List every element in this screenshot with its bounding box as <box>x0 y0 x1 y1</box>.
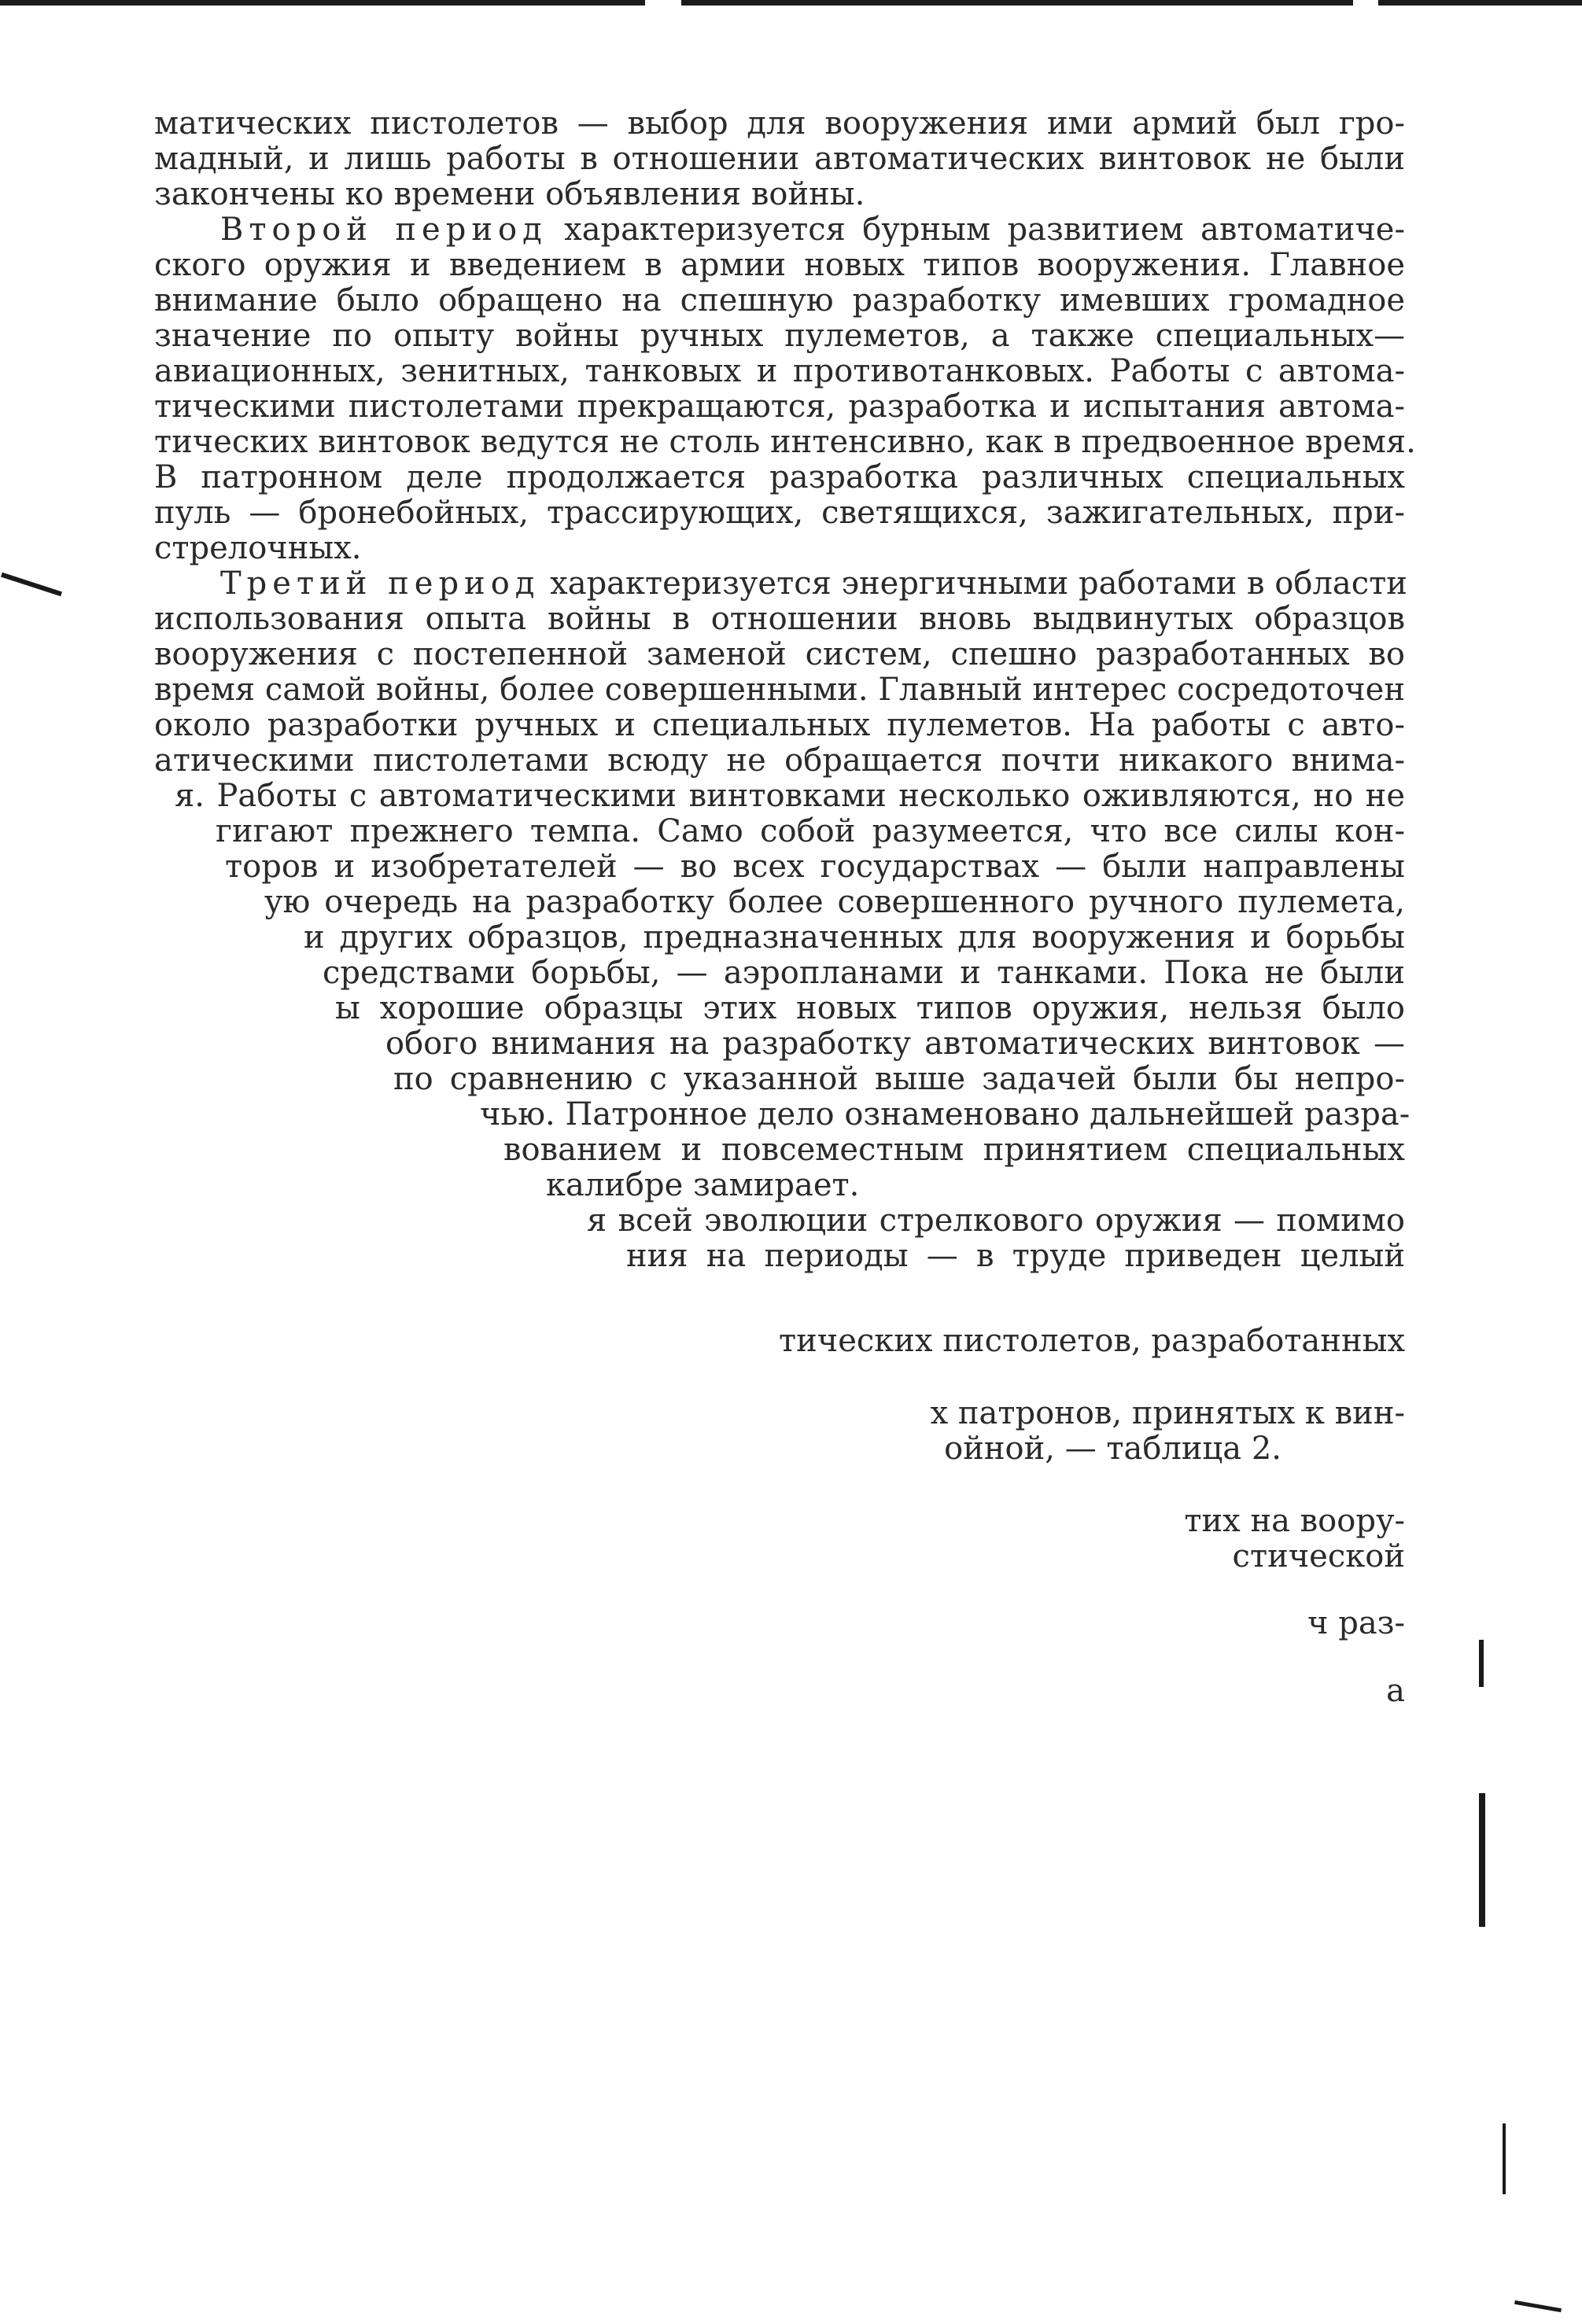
text-line: тических винтовок ведутся не столь интенсивно, как в предвоенное время. <box>154 424 1416 460</box>
scan-speck <box>1479 1640 1484 1687</box>
text-line: закончены ко времени объявления войны. <box>154 176 865 212</box>
text-line: ния на периоды — в труде приведен целый <box>626 1238 1405 1274</box>
text-line: ы хорошие образцы этих новых типов оружия, нельзя было <box>335 990 1405 1026</box>
text-line: ойной, — таблица 2. <box>944 1431 1281 1467</box>
text-line: ского оружия и введением в армии новых типов вооружения. Главное <box>154 247 1405 283</box>
scan-speck <box>1 573 62 596</box>
scan-speck <box>1479 1793 1485 1927</box>
text-line: атическими пистолетами всюду не обращается почти никакого внима- <box>154 742 1405 779</box>
text-line: я. Работы с автоматическими винтовками несколько оживляются, но не <box>175 778 1405 814</box>
text-line: пуль — бронебойных, трассирующих, светящихся, зажигательных, при- <box>154 495 1405 531</box>
text-line: гигают прежнего темпа. Само собой разумеется, что все силы кон- <box>216 813 1405 849</box>
scan-speck <box>1514 2300 1562 2312</box>
text-line: внимание было обращено на спешную разработку имевших громадное <box>154 282 1405 319</box>
period-heading: Второй период <box>220 212 548 248</box>
scan-speck <box>1503 2123 1506 2194</box>
text-line: тическими пистолетами прекращаются, разработка и испытания автома- <box>154 389 1405 425</box>
text-line: матических пистолетов — выбор для вооружения ими армий был гро- <box>154 105 1405 142</box>
scan-edge-rule <box>681 0 1353 6</box>
text-line: и других образцов, предназначенных для вооружения и борьбы <box>304 919 1405 956</box>
text-line: вованием и повсеместным принятием специальных <box>503 1132 1405 1168</box>
text-line: стрелочных. <box>154 530 362 566</box>
text-line: авиационных, зенитных, танковых и противотанковых. Работы с автома- <box>154 353 1405 389</box>
text-line: а <box>1386 1673 1405 1709</box>
text-line: средствами борьбы, — аэропланами и танками. Пока не были <box>323 955 1405 991</box>
text-line: время самой войны, более совершенными. Главный интерес сосредоточен <box>154 672 1405 708</box>
text-line: около разработки ручных и специальных пулеметов. На работы с авто- <box>154 707 1405 743</box>
text-line: мадный, и лишь работы в отношении автоматических винтовок не были <box>154 141 1405 177</box>
scan-edge-rule <box>1378 0 1582 6</box>
text-line: ч раз- <box>1307 1605 1405 1641</box>
text-line: стической <box>1232 1538 1405 1575</box>
text-line: калибре замирает. <box>546 1167 860 1203</box>
text-line: торов и изобретателей — во всех государствах — были направлены <box>225 849 1405 885</box>
text-line: вооружения с постепенной заменой систем, спешно разработанных во <box>154 636 1405 672</box>
text-line: я всей эволюции стрелкового оружия — помимо <box>587 1203 1405 1239</box>
text-line: х патронов, принятых к вин- <box>930 1395 1405 1431</box>
text-line: по сравнению с указанной выше задачей были бы непро- <box>393 1061 1405 1097</box>
text-line: значение по опыту войны ручных пулеметов, а также специальных— <box>154 318 1405 354</box>
text-line: тих на воору- <box>1184 1503 1405 1539</box>
text-line: использования опыта войны в отношении вновь выдвинутых образцов <box>154 601 1405 637</box>
paragraph-first-line: Второй период характеризуется бурным развитием автоматиче- <box>220 212 1405 248</box>
text-line: обого внимания на разработку автоматических винтовок — <box>385 1026 1405 1062</box>
text-line: В патронном деле продолжается разработка различных специальных <box>154 459 1405 495</box>
text-line: ую очередь на разработку более совершенного ручного пулемета, <box>264 884 1405 920</box>
paragraph-first-line: Третий период характеризуется энергичными работами в области <box>220 565 1407 602</box>
period-heading: Третий период <box>220 565 540 602</box>
text-line: чью. Патронное дело ознаменовано дальнейшей разра- <box>480 1096 1411 1133</box>
text-line: тических пистолетов, разработанных <box>779 1323 1405 1359</box>
scan-edge-rule <box>0 0 645 6</box>
